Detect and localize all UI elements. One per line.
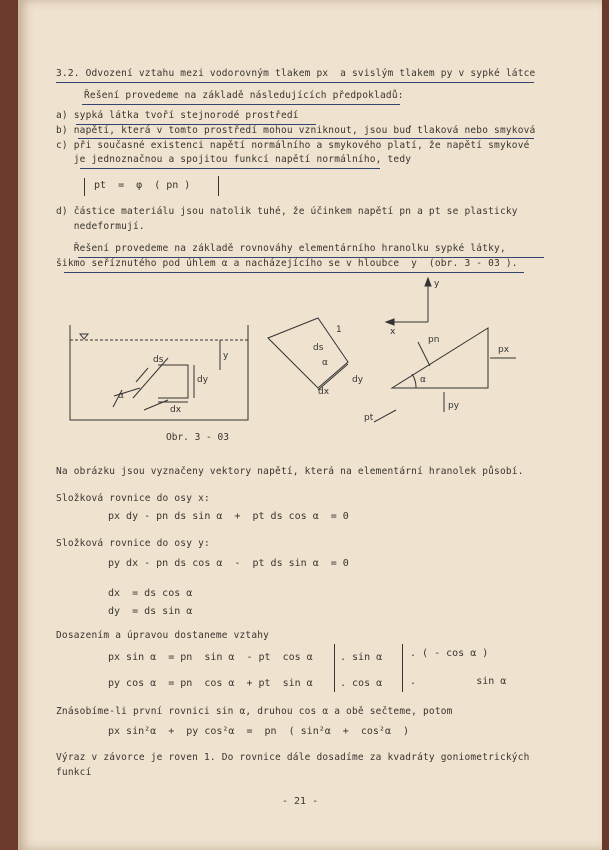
assumption-c: c) při současné existenci napětí normálního a smykového platí, že napětí smykové (56, 140, 530, 151)
page-number: - 21 - (282, 796, 319, 807)
x-component-label: Složková rovnice do osy x: (56, 493, 210, 504)
y-axis-arrow (425, 278, 431, 286)
pt-arrow (374, 410, 396, 422)
label-dy: dy (197, 375, 209, 385)
equation-x: px dy - pn ds sin α + pt ds cos α = 0 (108, 511, 349, 522)
divider-2 (402, 644, 403, 692)
label-pn: pn (428, 335, 440, 345)
heading-underline (56, 82, 534, 83)
closing-text-2: funkcí (56, 767, 92, 778)
equation-y: py dx - pn ds cos α - pt ds sin α = 0 (108, 558, 349, 569)
assumption-b: b) napětí, která v tomto prostředí mohou vzniknout, jsou buď tlaková nebo smyková (56, 125, 536, 136)
assumption-d: d) částice materiálu jsou natolik tuhé, že účinkem napětí pn a pt se plasticky (56, 206, 518, 217)
text-vectors: Na obrázku jsou vyznačeny vektory napětí, která na elementární hranolek působí. (56, 466, 524, 477)
multiplier-1: . sin α (340, 652, 383, 663)
surface-marker (80, 334, 88, 339)
page (18, 0, 602, 850)
label-dx-mid: dx (318, 387, 330, 397)
pn-arrow (418, 342, 430, 366)
label-ds: ds (153, 355, 164, 365)
right-triangle (392, 328, 488, 388)
multiplier-4: . sin α (410, 676, 507, 687)
equation-dy: dy = ds sin α (108, 606, 193, 617)
equation-sum: px sin²α + py cos²α = pn ( sin²α + cos²α ) (108, 726, 410, 737)
x-axis-arrow (386, 319, 394, 325)
figure-diagram (18, 270, 602, 450)
label-alpha-mid: α (322, 358, 328, 368)
equation-1: px sin α = pn sin α - pt cos α (108, 652, 313, 663)
label-px: px (498, 345, 510, 355)
force-arrow-d (144, 400, 168, 410)
formula-bracket-left (84, 178, 85, 196)
divider-1 (334, 644, 335, 692)
force-arrow-b (136, 368, 148, 382)
assumption-c-underline (80, 168, 380, 169)
label-dx: dx (170, 405, 182, 415)
label-dy-mid: dy (352, 375, 364, 385)
substitution-text: Dosazením a úpravou dostaneme vztahy (56, 630, 270, 641)
solution-line-2: šikmo seříznutého pod úhlem α a nacházejícího se v hloubce y (obr. 3 - 03 ). (56, 258, 518, 269)
container-outline (70, 325, 248, 420)
multiplier-3: . ( - cos α ) (410, 648, 489, 659)
label-ds-mid: ds (313, 343, 324, 353)
multiply-text: Znásobíme-li první rovnici sin α, druhou cos α a obě sečteme, potom (56, 706, 453, 717)
label-alpha-right: α (420, 375, 426, 385)
equation-dx: dx = ds cos α (108, 588, 193, 599)
section-heading: 3.2. Odvození vztahu mezi vodorovným tlakem px a svislým tlakem py v sypké látce (56, 68, 536, 79)
label-y-axis: y (434, 279, 440, 289)
solution-line-1: Řešení provedeme na základě rovnováhy elementárního hranolku sypké látky, (56, 243, 506, 254)
label-one: 1 (336, 325, 342, 335)
element-wedge (158, 365, 188, 398)
figure-caption: Obr. 3 - 03 (166, 432, 229, 443)
intro-text: Řešení provedeme na základě následujících předpokladů: (84, 90, 404, 101)
label-pt: pt (364, 413, 374, 423)
label-alpha-left: α (118, 391, 124, 401)
assumption-b-underline (78, 138, 534, 139)
intro-underline (82, 104, 400, 105)
assumption-d-cont: nedeformují. (56, 221, 145, 232)
alpha-arc (412, 374, 416, 388)
equation-2: py cos α = pn cos α + pt sin α (108, 678, 313, 689)
formula-bracket-right (218, 176, 219, 196)
function-formula: pt = φ ( pn ) (94, 180, 191, 191)
label-y-depth: y (223, 351, 229, 361)
label-x-axis: x (390, 327, 396, 337)
multiplier-2: . cos α (340, 678, 383, 689)
closing-text-1: Výraz v závorce je roven 1. Do rovnice dále dosadíme za kvadráty goniometrických (56, 752, 530, 763)
label-py: py (448, 401, 460, 411)
assumption-a: a) sypká látka tvoří stejnorodé prostředí (56, 110, 299, 121)
y-component-label: Složková rovnice do osy y: (56, 538, 210, 549)
assumption-c-cont: je jednoznačnou a spojitou funkcí napětí normálního, tedy (56, 154, 412, 165)
